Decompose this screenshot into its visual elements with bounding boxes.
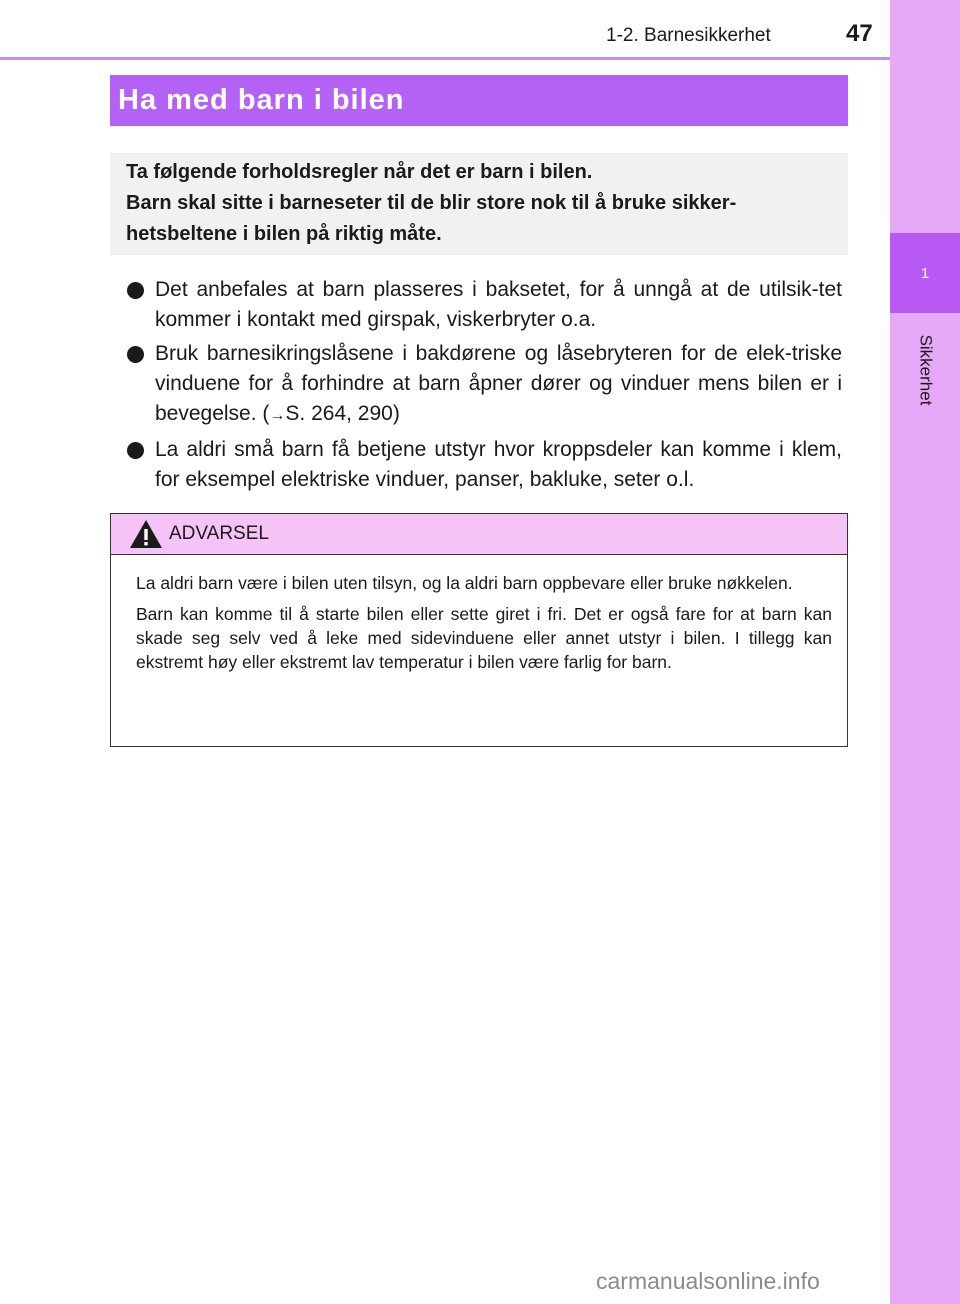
warning-label: ADVARSEL xyxy=(169,523,269,544)
warning-paragraph: La aldri barn være i bilen uten tilsyn, og la aldri barn oppbevare eller bruke nøkkelen. xyxy=(136,573,793,593)
bullet-dot-icon xyxy=(127,346,144,363)
list-item xyxy=(126,435,842,495)
list-item xyxy=(126,275,842,335)
page-reference-link[interactable]: S. 264, 290) xyxy=(285,402,400,425)
bullet-text: La aldri små barn få betjene utstyr hvor kroppsdeler kan komme i klem, for eksempel elektriske vinduer, panser, bakluke, seter o.l. xyxy=(155,438,842,491)
warning-body xyxy=(111,555,847,674)
title-bar xyxy=(110,75,848,126)
chapter-number: 1 xyxy=(920,264,930,282)
bullet-text: Bruk barnesikringslåsene i bakdørene og låsebryteren for de elek-triske vinduene for å forhindre at barn åpner dører og vinduer mens bilen er i bevegelse. ( xyxy=(155,342,842,425)
header-rule xyxy=(0,57,890,60)
watermark: carmanualsonline.info xyxy=(596,1268,820,1294)
bullet-dot-icon xyxy=(127,282,144,299)
warning-box xyxy=(110,513,848,747)
section-header: 1-2. Barnesikkerhet xyxy=(606,25,771,46)
bullet-list xyxy=(126,275,842,499)
chapter-label-text: Sikkerhet xyxy=(916,334,935,406)
page-title: Ha med barn i bilen xyxy=(118,84,405,116)
bullet-text: Det anbefales at barn plasseres i baksetet, for å unngå at de utilsik-tet kommer i kontakt med girspak, viskerbryter o.a. xyxy=(155,278,842,331)
list-item xyxy=(126,339,842,431)
intro-box xyxy=(110,153,848,255)
warning-header xyxy=(111,514,847,555)
warning-paragraph: Barn kan komme til å starte bilen eller sette giret i fri. Det er også fare for at barn kan skade seg selv ved å leke med sidevinduene eller annet utstyr i bilen. I tillegg kan ekstremt høy eller ekstremt lav temperatur i bilen være farlig for barn. xyxy=(136,604,832,672)
page-number: 47 xyxy=(846,20,873,47)
bullet-dot-icon xyxy=(127,442,144,459)
intro-line: Ta følgende forholdsregler når det er barn i bilen. xyxy=(126,161,593,183)
warning-triangle-icon xyxy=(129,519,163,549)
chapter-tab[interactable] xyxy=(890,233,960,313)
intro-line: Barn skal sitte i barneseter til de blir store nok til å bruke sikker-hetsbeltene i bilen på riktig måte. xyxy=(126,192,737,245)
arrow-right-icon: → xyxy=(269,407,286,424)
side-strip xyxy=(890,0,960,1304)
chapter-label xyxy=(890,325,960,415)
